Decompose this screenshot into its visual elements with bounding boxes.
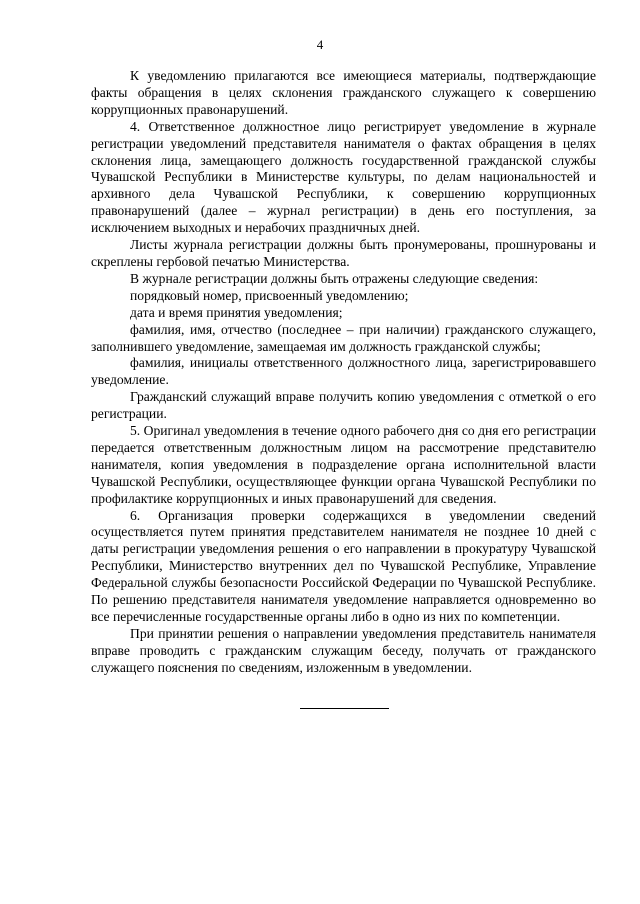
paragraph-item-6-verification: 6. Организация проверки содержащихся в уведомлении сведений осуществляется путем принятия представителем нанимателя не позднее 10 дней с даты регистрации уведомления решения о его направлении в прокуратуру Чувашской Республики, Министерство внутренних дел по Чувашской Республике, Управление Федеральной службы безопасности Российской Федерации по Чувашской Республике. По решению представителя нанимателя уведомление направляется одновременно во все перечисленные государственные органы либо в одно из них по компетенции. [91,507,596,624]
paragraph-journal-field-employee: фамилия, имя, отчество (последнее – при наличии) гражданского служащего, заполнившего уведомление, замещаемая им должность гражданской службы; [91,321,596,354]
document-body [91,68,596,677]
paragraph-journal-contents-intro: В журнале регистрации должны быть отражены следующие сведения: [130,270,539,286]
end-of-document-line [300,708,389,709]
page-number: 4 [316,37,324,52]
paragraph-journal-field-number: порядковый номер, присвоенный уведомлению; [130,287,409,303]
paragraph-journal-field-registrar: фамилия, инициалы ответственного должностного лица, зарегистрировавшего уведомление. [91,355,596,388]
paragraph-journal-field-datetime: дата и время принятия уведомления; [130,304,343,320]
paragraph-item-5-original: 5. Оригинал уведомления в течение одного рабочего дня со дня его регистрации передается ответственным должностным лицом на рассмотрение представителю нанимателя, копия уведомления в подразделение органа исполнительной власти Чувашской Республики, осуществляющее функции органа Чувашской Республики по профилактике коррупционных и иных правонарушений для сведения. [91,423,596,506]
paragraph-conversation: При принятии решения о направлении уведомления представитель нанимателя вправе проводить с гражданским служащим беседу, получать от гражданского служащего пояснения по сведениям, изложенным в уведомлении. [91,625,596,675]
paragraph-journal-sheets: Листы журнала регистрации должны быть пронумерованы, прошнурованы и скреплены гербовой печатью Министерства. [91,237,596,269]
paragraph-attachments: К уведомлению прилагаются все имеющиеся материалы, подтверждающие факты обращения в целях склонения гражданского служащего к совершению коррупционных правонарушений. [91,68,596,117]
paragraph-item-4-registration: 4. Ответственное должностное лицо регистрирует уведомление в журнале регистрации уведомлений представителя нанимателя о фактах обращения в целях склонения лица, замещающего должность государственной гражданской службы Чувашской Республики в Министерстве культуры, по делам национальностей и архивного дела Чувашской Республики, к совершению коррупционных правонарушений (далее – журнал регистрации) в день его поступления, за исключением выходных и нерабочих праздничных дней. [91,118,596,236]
paragraph-copy-right: Гражданский служащий вправе получить копию уведомления с отметкой о его регистрации. [91,389,596,422]
